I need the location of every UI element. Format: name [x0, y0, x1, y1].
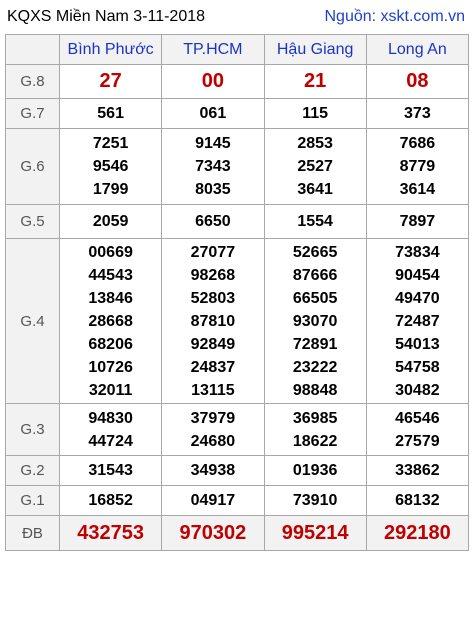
prize-cell [162, 99, 264, 129]
prize-cell [60, 486, 162, 516]
prize-cell [366, 99, 468, 129]
prize-number: 98848 [292, 381, 338, 399]
prize-cell [264, 456, 366, 486]
prize-cell [366, 404, 468, 456]
prize-cell [264, 65, 366, 99]
prize-number: 13846 [88, 289, 133, 307]
prize-number: 2059 [92, 213, 129, 230]
prize-number: 995214 [281, 521, 349, 544]
prize-number: 04917 [190, 492, 236, 509]
prize-number: 23222 [292, 358, 338, 376]
prize-number: 7251 [92, 135, 129, 152]
prize-label: G.7 [6, 99, 60, 129]
prize-cell [60, 239, 162, 404]
prize-cell [162, 239, 264, 404]
results-sheet [5, 0, 469, 551]
prize-number: 68132 [395, 492, 440, 509]
prize-cell [366, 456, 468, 486]
prize-number: 24837 [190, 358, 236, 376]
prize-label: ĐB [6, 516, 60, 551]
province-header: Long An [366, 35, 468, 65]
prize-number: 2853 [297, 135, 333, 152]
prize-row [6, 239, 469, 404]
prize-cell [162, 129, 264, 205]
prize-number: 73834 [395, 243, 440, 261]
prize-row [6, 205, 469, 239]
prize-cell [366, 239, 468, 404]
prize-number: 98268 [190, 266, 236, 284]
prize-number: 27077 [190, 243, 236, 261]
prize-number: 7897 [399, 213, 436, 230]
prize-number: 292180 [384, 521, 451, 544]
prize-number: 73910 [292, 492, 338, 509]
prize-number: 2527 [297, 158, 333, 175]
prize-row [6, 99, 469, 129]
prize-number: 7343 [195, 158, 231, 175]
prize-number: 28668 [88, 312, 133, 330]
prize-cell [60, 99, 162, 129]
prize-cell [60, 456, 162, 486]
prize-row [6, 65, 469, 99]
province-header-row [6, 35, 469, 65]
title-bar [5, 0, 469, 34]
prize-cell [60, 65, 162, 99]
prize-number: 18622 [292, 432, 338, 450]
prize-cell [264, 486, 366, 516]
prize-number: 31543 [88, 462, 133, 479]
prize-number: 24680 [190, 432, 236, 450]
results-table [5, 34, 469, 551]
source-link[interactable]: Nguồn: xskt.com.vn [324, 8, 465, 25]
prize-number: 93070 [292, 312, 338, 330]
prize-number: 54013 [395, 335, 440, 353]
prize-cell [264, 516, 366, 551]
prize-number: 32011 [88, 381, 133, 399]
prize-number: 92849 [190, 335, 236, 353]
page-title: KQXS Miền Nam 3-11-2018 [7, 8, 206, 25]
prize-cell [264, 404, 366, 456]
prize-cell [366, 486, 468, 516]
prize-number: 561 [97, 105, 124, 122]
prize-number: 16852 [88, 492, 133, 509]
prize-number: 1554 [297, 213, 333, 230]
prize-number: 10726 [88, 358, 133, 376]
prize-cell [162, 205, 264, 239]
prize-number: 30482 [395, 381, 440, 399]
prize-number: 115 [302, 105, 329, 122]
prize-number: 9145 [195, 135, 231, 152]
prize-cell [162, 404, 264, 456]
prize-number: 46546 [395, 409, 440, 427]
prize-cell [366, 129, 468, 205]
province-header: Hậu Giang [264, 35, 366, 65]
prize-number: 13115 [191, 381, 235, 399]
prize-label: G.3 [6, 404, 60, 456]
prize-cell [366, 205, 468, 239]
prize-number: 9546 [92, 158, 129, 175]
prize-cell [162, 65, 264, 99]
prize-label: G.5 [6, 205, 60, 239]
prize-number: 72891 [292, 335, 338, 353]
prize-cell [264, 99, 366, 129]
prize-number: 6650 [195, 213, 231, 230]
prize-number: 3641 [297, 181, 333, 198]
prize-number: 061 [199, 105, 227, 122]
prize-cell [264, 239, 366, 404]
province-header: TP.HCM [162, 35, 264, 65]
prize-number: 36985 [292, 409, 338, 427]
prize-label: G.1 [6, 486, 60, 516]
prize-cell [162, 456, 264, 486]
prize-number: 49470 [395, 289, 440, 307]
prize-label: G.6 [6, 129, 60, 205]
prize-number: 87810 [190, 312, 236, 330]
prize-number: 44543 [88, 266, 133, 284]
prize-label: G.2 [6, 456, 60, 486]
prize-number: 1799 [92, 181, 129, 198]
prize-number: 44724 [88, 432, 133, 450]
prize-number: 432753 [77, 521, 144, 544]
prize-row [6, 456, 469, 486]
prize-cell [60, 205, 162, 239]
prize-cell [366, 65, 468, 99]
prize-row [6, 129, 469, 205]
prize-number: 87666 [292, 266, 338, 284]
prize-number: 90454 [395, 266, 440, 284]
prize-label: G.8 [6, 65, 60, 99]
prize-number: 33862 [395, 462, 440, 479]
prize-cell [264, 205, 366, 239]
prize-number: 00669 [88, 243, 133, 261]
prize-cell [60, 404, 162, 456]
prize-cell [60, 129, 162, 205]
prize-number: 94830 [88, 409, 133, 427]
prize-number: 970302 [179, 521, 247, 544]
prize-cell [264, 129, 366, 205]
prize-number: 66505 [292, 289, 338, 307]
province-header: Bình Phước [60, 35, 162, 65]
prize-label: G.4 [6, 239, 60, 404]
prize-number: 52665 [292, 243, 338, 261]
prize-number: 72487 [395, 312, 440, 330]
prize-number: 27579 [395, 432, 440, 450]
prize-number: 68206 [88, 335, 133, 353]
prize-number: 34938 [190, 462, 236, 479]
prize-number: 8779 [399, 158, 436, 175]
prize-number: 8035 [195, 181, 231, 198]
prize-row [6, 486, 469, 516]
prize-cell [162, 486, 264, 516]
prize-cell [162, 516, 264, 551]
prize-cell [366, 516, 468, 551]
prize-row [6, 404, 469, 456]
prize-row [6, 516, 469, 551]
prize-number: 00 [201, 70, 224, 92]
prize-number: 54758 [395, 358, 440, 376]
prize-number: 52803 [190, 289, 236, 307]
prize-cell [60, 516, 162, 551]
prize-number: 7686 [399, 135, 436, 152]
prize-number: 01936 [292, 462, 338, 479]
header-corner [6, 35, 60, 65]
prize-number: 21 [304, 70, 327, 92]
prize-number: 08 [406, 70, 429, 92]
prize-number: 37979 [190, 409, 236, 427]
prize-number: 3614 [399, 181, 436, 198]
prize-number: 373 [404, 105, 431, 122]
prize-number: 27 [99, 70, 122, 92]
